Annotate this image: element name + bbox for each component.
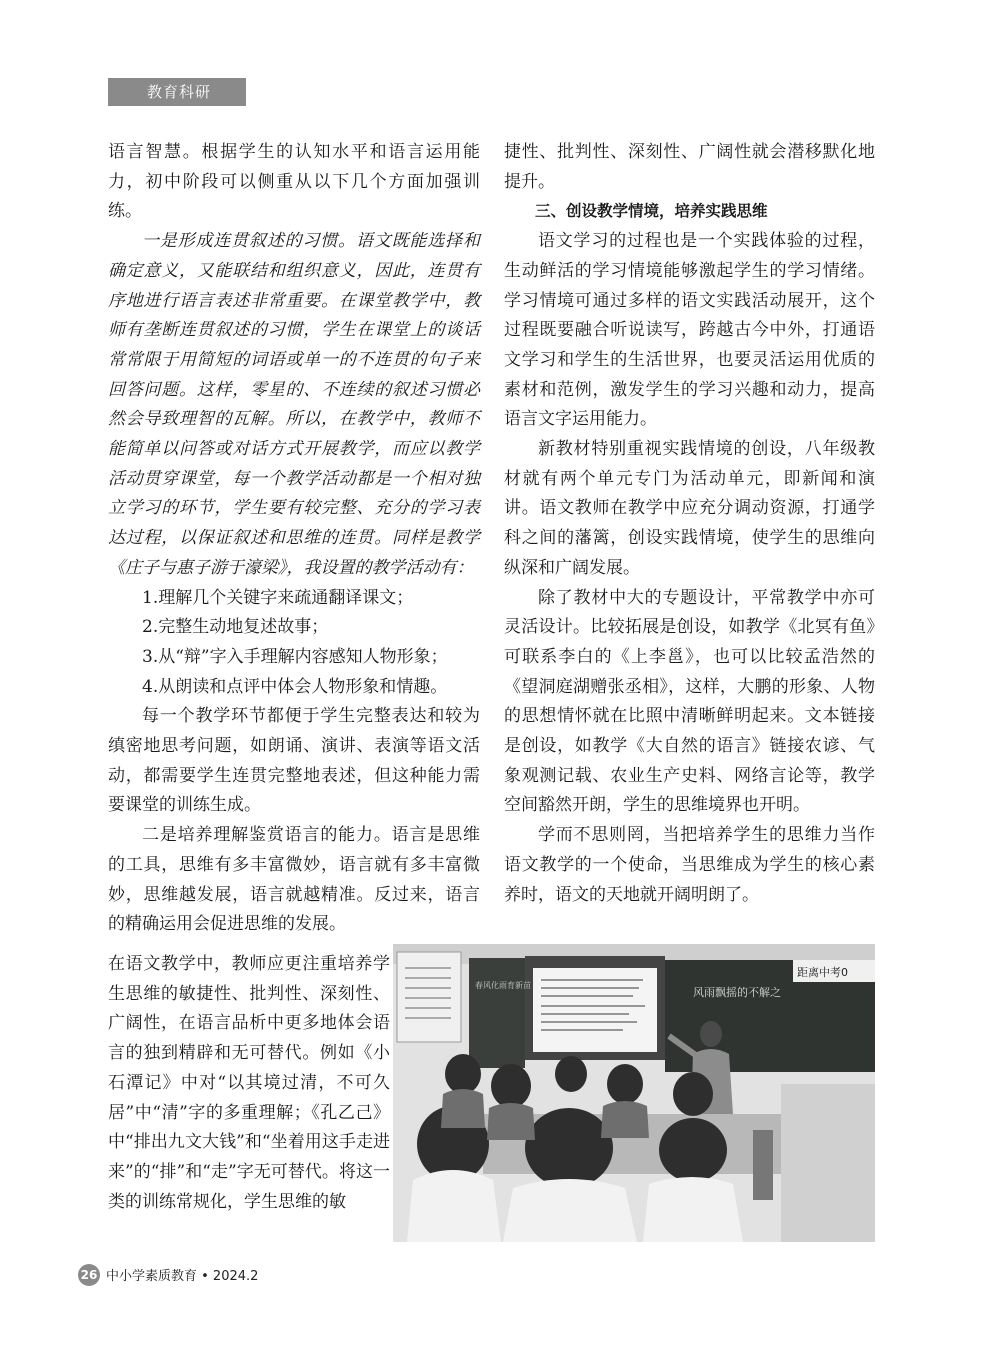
paragraph: 每一个教学环节都便于学生完整表达和较为缜密地思考问题，如朗诵、演讲、表演等语文活动，都需要学生连贯完整地表述，但这种能力需要课堂的训练生成。	[108, 706, 480, 816]
paragraph: 捷性、批判性、深刻性、广阔性就会潜移默化地提升。	[504, 142, 875, 192]
list-item: 1.理解几个关键字来疏通翻译课文；	[142, 587, 414, 608]
paragraph: 二是培养理解鉴赏语言的能力。语言是思维的工具，思维有多丰富微妙，语言就有多丰富微妙，思维越发展，语言就越精准。反过来，语言的精确运用会促进思维的发展。	[108, 825, 480, 935]
section-tag: 教育科研	[108, 78, 246, 106]
paragraph: 学而不思则罔，当把培养学生的思维力当作语文教学的一个使命，当思维成为学生的核心素养时，语文的天地就开阔明朗了。	[504, 825, 875, 905]
journal-name: 中小学素质教育 • 2024.2	[106, 1269, 259, 1284]
paragraph: 除了教材中大的专题设计，平常教学中亦可灵活设计。比较拓展是创设，如教学《北冥有鱼》可联系李白的《上李邕》，也可以比较孟浩然的《望洞庭湖赠张丞相》，这样，大鹏的形象、人物的思想情怀就在比照中清晰鲜明起来。文本链接是创设，如教学《大自然的语言》链接农谚、气象观测记载、农业生产史料、网络言论等，教学空间豁然开朗，学生的思维境界也开明。	[504, 587, 875, 816]
list-item: 2.完整生动地复述故事；	[142, 617, 329, 638]
left-column-narrow	[108, 950, 390, 1217]
paragraph: 新教材特别重视实践情境的创设，八年级教材就有两个单元专门为活动单元，即新闻和演讲。语文教师在教学中应充分调动资源，打通学科之间的藩篱，创设实践情境，使学生的思维向纵深和广阔发展。	[504, 439, 875, 578]
paragraph: 语言智慧。根据学生的认知水平和语言运用能力，初中阶段可以侧重从以下几个方面加强训练。	[108, 142, 480, 222]
page-number: 26	[78, 1264, 100, 1286]
board-chalk-text: 风雨飘摇的不解之	[693, 986, 781, 999]
left-column	[108, 138, 480, 940]
section-heading: 三、创设教学情境，培养实践思维	[535, 202, 768, 221]
left-board-chalk-text: 春风化雨育新苗	[475, 981, 531, 990]
paragraph: 在语文教学中，教师应更注重培养学生思维的敏捷性、批判性、深刻性、广阔性，在语言品析中更多地体会语言的独到精辟和无可替代。例如《小石潭记》中对“以其境过清，不可久居”中“清”字的多重理解；《孔乙己》中“排出九文大钱”和“坐着用这手走进来”的“排”和“走”字无可替代。将这一类的训练常规化，学生思维的敏	[108, 954, 390, 1212]
list-item: 3.从“辩”字入手理解内容感知人物形象；	[142, 646, 448, 667]
classroom-photo	[393, 944, 875, 1242]
paragraph: 一是形成连贯叙述的习惯。语文既能选择和确定意义，又能联结和组织意义，因此，连贯有序地进行语言表述非常重要。在课堂教学中，教师有垄断连贯叙述的习惯，学生在课堂上的谈话常常限于用简短的词语或单一的不连贯的句子来回答问题。这样，零星的、不连续的叙述习惯必然会导致理智的瓦解。所以，在教学中，教师不能简单以问答或对话方式开展教学，而应以教学活动贯穿课堂，每一个教学活动都是一个相对独立学习的环节，学生要有较完整、充分的学习表达过程，以保证叙述和思维的连贯。同样是教学《庄子与惠子游于濠梁》，我设置的教学活动有：	[108, 231, 480, 578]
board-banner-text: 距离中考0	[797, 966, 848, 979]
paragraph: 语文学习的过程也是一个实践体验的过程，生动鲜活的学习情境能够激起学生的学习情绪。学习情境可通过多样的语文实践活动展开，这个过程既要融合听说读写，跨越古今中外，打通语文学习和学生的生活世界，也要灵活运用优质的素材和范例，激发学生的学习兴趣和动力，提高语言文字运用能力。	[504, 231, 875, 430]
list-item: 4.从朗读和点评中体会人物形象和情趣。	[142, 676, 448, 697]
right-column	[504, 138, 875, 910]
